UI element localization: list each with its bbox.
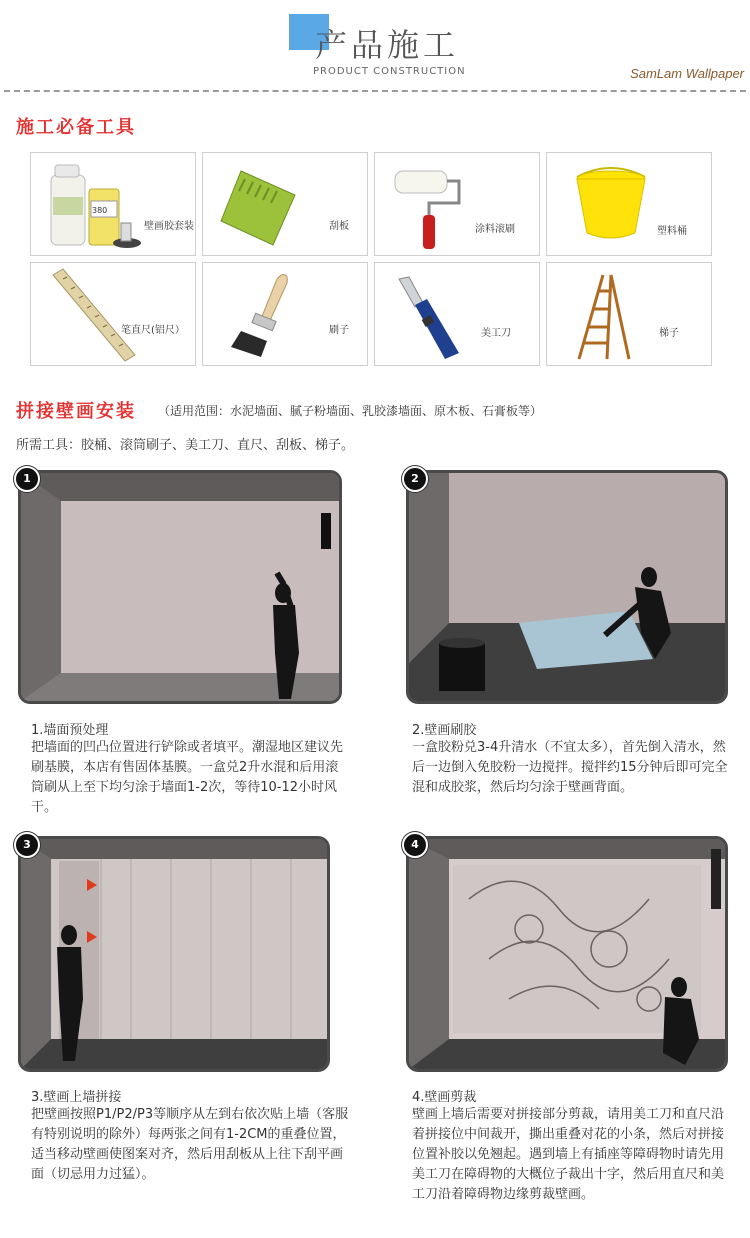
step-2-text: 一盒胶粉兑3-4升清水（不宜太多），首先倒入清水，然后一边倒入免胶粉一边搅拌。搅拌约15分钟后即可完全混和成胶浆，然后均匀涂于壁画背面。	[412, 740, 728, 795]
tool-card-knife	[374, 262, 540, 366]
tool-card-bucket	[546, 152, 712, 256]
brand-name: SamLam Wallpaper	[630, 66, 744, 81]
step-2-illustration	[406, 470, 728, 704]
paint-roller-icon	[389, 163, 479, 253]
bucket-icon	[571, 167, 651, 247]
glue-mixing-image	[409, 473, 725, 701]
tool-label: 刮板	[329, 221, 349, 232]
step-3-text: 把壁画按照P1/P2/P3等顺序从左到右依次贴上墙（客服有特别说明的除外）每两张之间有1-2CM的重叠位置，适当移动壁画使图案对齐，然后用刮板从上往下刮平画面（切忌用力过猛）。	[31, 1107, 349, 1182]
step-2-title: 2.壁画刷胶	[412, 723, 477, 738]
step-4-title: 4.壁画剪裁	[412, 1090, 477, 1105]
step-3-illustration	[18, 836, 330, 1072]
step-number-badge: 1	[14, 466, 40, 492]
tool-card-roller	[374, 152, 540, 256]
wall-room-image	[21, 473, 339, 701]
brush-icon	[223, 271, 313, 361]
wall-mural-image	[409, 839, 725, 1069]
ruler-icon	[49, 267, 139, 363]
step-1-illustration	[18, 470, 342, 704]
tool-card-ladder	[546, 262, 712, 366]
install-section-title: 拼接壁画安装	[16, 401, 136, 422]
scraper-icon	[219, 167, 299, 247]
tools-section-title: 施工必备工具	[16, 117, 136, 138]
tool-card-scraper	[202, 152, 368, 256]
step-1-title: 1.墙面预处理	[31, 723, 109, 738]
install-scope: （适用范围：水泥墙面、腻子粉墙面、乳胶漆墙面、原木板、石膏板等）	[158, 404, 543, 418]
page-subtitle: PRODUCT CONSTRUCTION	[313, 66, 466, 77]
tool-label: 梯子	[659, 328, 679, 339]
ladder-icon	[567, 271, 647, 363]
svg-text:380: 380	[92, 206, 108, 215]
tool-label: 笔直尺(铝尺）	[121, 325, 185, 336]
wall-panels-image	[21, 839, 327, 1069]
page-title: 产品施工	[315, 26, 460, 64]
step-3-title: 3.壁画上墙拼接	[31, 1090, 122, 1105]
step-4-illustration	[406, 836, 728, 1072]
step-number-badge: 4	[402, 832, 428, 858]
tool-label: 美工刀	[481, 328, 511, 339]
tool-card-glue	[30, 152, 196, 256]
required-tools: 所需工具：胶桶、滚筒刷子、美工刀、直尺、刮板、梯子。	[16, 438, 355, 453]
tool-card-ruler	[30, 262, 196, 366]
step-number-badge: 2	[402, 466, 428, 492]
glue-bottles-icon	[45, 163, 145, 253]
step-4-text: 壁画上墙后需要对拼接部分剪裁，请用美工刀和直尺沿着拼接位中间裁开，撕出重叠对花的小条，然后对拼接位置补胶以免翘起。遇到墙上有插座等障碍物时请先用美工刀在障碍物的大概位子裁出十字，然后用直尺和美工刀沿着障碍物边缘剪裁壁画。	[412, 1107, 725, 1202]
header-divider	[4, 90, 746, 92]
tool-label: 涂料滚刷	[475, 224, 515, 235]
step-number-badge: 3	[14, 832, 40, 858]
utility-knife-icon	[393, 273, 473, 363]
tool-label: 刷子	[329, 325, 349, 336]
step-1-text: 把墙面的凹凸位置进行铲除或者填平。潮湿地区建议先刷基膜，本店有售固体基膜。一盒兑2升水混和后用滚筒刷从上至下均匀涂于墙面1-2次，等待10-12小时风干。	[31, 740, 344, 815]
tool-label: 壁画胶套装	[144, 221, 194, 232]
tool-label: 塑料桶	[657, 226, 687, 237]
tool-card-brush	[202, 262, 368, 366]
